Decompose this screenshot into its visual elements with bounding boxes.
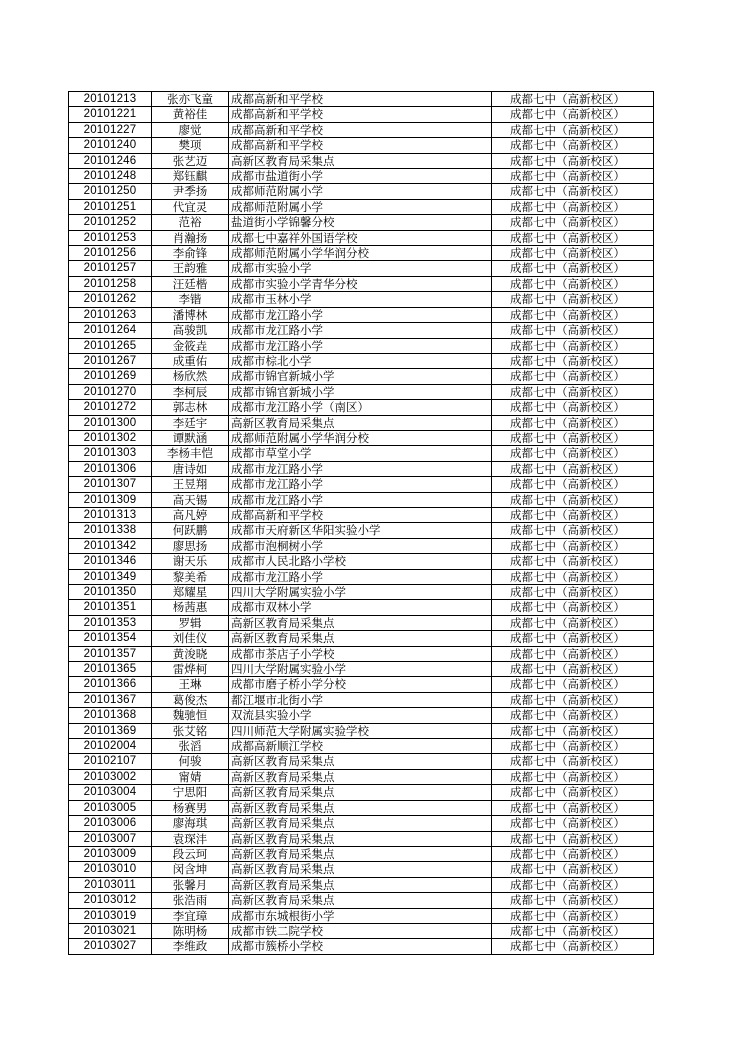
student-name-cell: 杨欣然 [152,369,229,384]
student-name-cell: 樊项 [152,138,229,153]
table-row [69,538,654,553]
destination-cell: 成都七中（高新校区） [492,646,654,661]
table-row [69,292,654,307]
table-row [69,831,654,846]
student-id-cell: 20101309 [69,492,152,507]
student-name-cell: 高骏凯 [152,323,229,338]
table-row [69,708,654,723]
student-name-cell: 张艺迈 [152,153,229,168]
student-name-cell: 范裕 [152,215,229,230]
table-row [69,461,654,476]
student-name-cell: 尹季扬 [152,184,229,199]
student-name-cell: 杨茜惠 [152,600,229,615]
school-cell: 成都市簇桥小学校 [229,939,492,954]
student-id-cell: 20101342 [69,538,152,553]
student-id-cell: 20101300 [69,415,152,430]
student-name-cell: 黄浚晓 [152,646,229,661]
school-cell: 成都市玉林小学 [229,292,492,307]
school-cell: 高新区教育局采集点 [229,769,492,784]
school-cell: 高新区教育局采集点 [229,153,492,168]
student-name-cell: 段云珂 [152,846,229,861]
table-row [69,446,654,461]
table-row [69,554,654,569]
student-name-cell: 葛俊杰 [152,692,229,707]
destination-cell: 成都七中（高新校区） [492,261,654,276]
table-row [69,862,654,877]
table-row [69,199,654,214]
school-cell: 高新区教育局采集点 [229,816,492,831]
student-id-cell: 20103011 [69,877,152,892]
student-name-cell: 袁琛沣 [152,831,229,846]
school-cell: 成都市龙江路小学 [229,492,492,507]
table-row [69,415,654,430]
destination-cell: 成都七中（高新校区） [492,292,654,307]
school-cell: 成都高新顺江学校 [229,739,492,754]
student-id-cell: 20101338 [69,523,152,538]
table-row [69,569,654,584]
student-id-cell: 20103019 [69,908,152,923]
destination-cell: 成都七中（高新校区） [492,446,654,461]
destination-cell: 成都七中（高新校区） [492,538,654,553]
student-name-cell: 何骏 [152,754,229,769]
destination-cell: 成都七中（高新校区） [492,615,654,630]
admission-list-body [69,92,654,955]
student-id-cell: 20101303 [69,446,152,461]
school-cell: 高新区教育局采集点 [229,862,492,877]
table-row [69,261,654,276]
school-cell: 成都市龙江路小学 [229,323,492,338]
student-id-cell: 20103006 [69,816,152,831]
school-cell: 高新区教育局采集点 [229,631,492,646]
student-name-cell: 唐诗如 [152,461,229,476]
student-name-cell: 郭志林 [152,400,229,415]
student-id-cell: 20101251 [69,199,152,214]
student-name-cell: 廖思扬 [152,538,229,553]
student-id-cell: 20103012 [69,893,152,908]
school-cell: 成都七中嘉祥外国语学校 [229,230,492,245]
school-cell: 高新区教育局采集点 [229,877,492,892]
student-name-cell: 郑耀星 [152,585,229,600]
table-row [69,230,654,245]
table-row [69,430,654,445]
table-row [69,646,654,661]
table-row [69,662,654,677]
student-id-cell: 20101263 [69,307,152,322]
destination-cell: 成都七中（高新校区） [492,477,654,492]
school-cell: 成都市茶店子小学校 [229,646,492,661]
table-row [69,246,654,261]
destination-cell: 成都七中（高新校区） [492,708,654,723]
student-name-cell: 金筱垚 [152,338,229,353]
school-cell: 成都市龙江路小学（南区） [229,400,492,415]
table-row [69,846,654,861]
student-id-cell: 20101240 [69,138,152,153]
table-row [69,877,654,892]
destination-cell: 成都七中（高新校区） [492,153,654,168]
destination-cell: 成都七中（高新校区） [492,415,654,430]
destination-cell: 成都七中（高新校区） [492,92,654,107]
school-cell: 成都市铁二院学校 [229,923,492,938]
student-id-cell: 20101349 [69,569,152,584]
school-cell: 高新区教育局采集点 [229,831,492,846]
destination-cell: 成都七中（高新校区） [492,923,654,938]
school-cell: 高新区教育局采集点 [229,846,492,861]
destination-cell: 成都七中（高新校区） [492,184,654,199]
student-name-cell: 肖瀚扬 [152,230,229,245]
table-row [69,169,654,184]
table-row [69,492,654,507]
student-id-cell: 20101369 [69,723,152,738]
student-name-cell: 张亦飞童 [152,92,229,107]
student-id-cell: 20101252 [69,215,152,230]
student-id-cell: 20101353 [69,615,152,630]
student-id-cell: 20103007 [69,831,152,846]
student-id-cell: 20101313 [69,507,152,522]
student-id-cell: 20101270 [69,384,152,399]
destination-cell: 成都七中（高新校区） [492,692,654,707]
table-row [69,307,654,322]
table-row [69,138,654,153]
destination-cell: 成都七中（高新校区） [492,569,654,584]
destination-cell: 成都七中（高新校区） [492,138,654,153]
student-id-cell: 20101367 [69,692,152,707]
student-name-cell: 雷烨柯 [152,662,229,677]
student-id-cell: 20101264 [69,323,152,338]
school-cell: 成都师范附属小学 [229,199,492,214]
table-row [69,585,654,600]
student-id-cell: 20101265 [69,338,152,353]
student-id-cell: 20101213 [69,92,152,107]
destination-cell: 成都七中（高新校区） [492,739,654,754]
student-id-cell: 20101257 [69,261,152,276]
table-row [69,600,654,615]
student-name-cell: 黎美希 [152,569,229,584]
school-cell: 高新区教育局采集点 [229,800,492,815]
school-cell: 成都市龙江路小学 [229,338,492,353]
student-name-cell: 张浩雨 [152,893,229,908]
destination-cell: 成都七中（高新校区） [492,492,654,507]
student-name-cell: 廖觉 [152,122,229,137]
destination-cell: 成都七中（高新校区） [492,677,654,692]
student-id-cell: 20101350 [69,585,152,600]
table-row [69,893,654,908]
school-cell: 成都市龙江路小学 [229,461,492,476]
table-row [69,785,654,800]
school-cell: 高新区教育局采集点 [229,615,492,630]
school-cell: 成都高新和平学校 [229,92,492,107]
student-name-cell: 高天锡 [152,492,229,507]
table-row [69,184,654,199]
student-name-cell: 王韵雅 [152,261,229,276]
student-name-cell: 罗辑 [152,615,229,630]
destination-cell: 成都七中（高新校区） [492,230,654,245]
student-id-cell: 20103021 [69,923,152,938]
destination-cell: 成都七中（高新校区） [492,939,654,954]
destination-cell: 成都七中（高新校区） [492,199,654,214]
school-cell: 高新区教育局采集点 [229,754,492,769]
student-id-cell: 20101306 [69,461,152,476]
table-row [69,353,654,368]
student-name-cell: 黄裕佳 [152,107,229,122]
table-row [69,323,654,338]
table-row [69,677,654,692]
table-row [69,338,654,353]
school-cell: 成都高新和平学校 [229,507,492,522]
student-id-cell: 20101366 [69,677,152,692]
student-id-cell: 20101351 [69,600,152,615]
table-row [69,122,654,137]
school-cell: 成都市天府新区华阳实验小学 [229,523,492,538]
student-id-cell: 20101248 [69,169,152,184]
student-name-cell: 甯婧 [152,769,229,784]
destination-cell: 成都七中（高新校区） [492,169,654,184]
student-name-cell: 代宜灵 [152,199,229,214]
destination-cell: 成都七中（高新校区） [492,800,654,815]
student-id-cell: 20103009 [69,846,152,861]
table-row [69,739,654,754]
student-name-cell: 王琳 [152,677,229,692]
student-id-cell: 20101227 [69,122,152,137]
destination-cell: 成都七中（高新校区） [492,384,654,399]
school-cell: 成都市盐道街小学 [229,169,492,184]
student-name-cell: 张滔 [152,739,229,754]
student-name-cell: 李锴 [152,292,229,307]
destination-cell: 成都七中（高新校区） [492,523,654,538]
table-row [69,276,654,291]
destination-cell: 成都七中（高新校区） [492,846,654,861]
school-cell: 成都市棕北小学 [229,353,492,368]
student-id-cell: 20101307 [69,477,152,492]
destination-cell: 成都七中（高新校区） [492,400,654,415]
table-row [69,92,654,107]
student-id-cell: 20101354 [69,631,152,646]
student-name-cell: 谢天乐 [152,554,229,569]
student-id-cell: 20101368 [69,708,152,723]
student-id-cell: 20103027 [69,939,152,954]
student-id-cell: 20103002 [69,769,152,784]
student-name-cell: 汪廷楷 [152,276,229,291]
student-name-cell: 李杨丰恺 [152,446,229,461]
school-cell: 成都市人民北路小学校 [229,554,492,569]
table-row [69,723,654,738]
school-cell: 成都市龙江路小学 [229,307,492,322]
destination-cell: 成都七中（高新校区） [492,877,654,892]
student-name-cell: 李宜璋 [152,908,229,923]
destination-cell: 成都七中（高新校区） [492,369,654,384]
table-row [69,507,654,522]
school-cell: 双流县实验小学 [229,708,492,723]
student-id-cell: 20101365 [69,662,152,677]
destination-cell: 成都七中（高新校区） [492,862,654,877]
school-cell: 四川大学附属实验小学 [229,585,492,600]
destination-cell: 成都七中（高新校区） [492,107,654,122]
school-cell: 成都市东城根街小学 [229,908,492,923]
table-row [69,923,654,938]
destination-cell: 成都七中（高新校区） [492,631,654,646]
destination-cell: 成都七中（高新校区） [492,276,654,291]
school-cell: 成都师范附属小学华润分校 [229,430,492,445]
destination-cell: 成都七中（高新校区） [492,893,654,908]
destination-cell: 成都七中（高新校区） [492,307,654,322]
student-id-cell: 20102107 [69,754,152,769]
destination-cell: 成都七中（高新校区） [492,908,654,923]
student-name-cell: 张馨月 [152,877,229,892]
student-name-cell: 宁思阳 [152,785,229,800]
school-cell: 盐道街小学锦馨分校 [229,215,492,230]
destination-cell: 成都七中（高新校区） [492,585,654,600]
destination-cell: 成都七中（高新校区） [492,122,654,137]
student-name-cell: 闵含坤 [152,862,229,877]
student-name-cell: 潘博林 [152,307,229,322]
student-name-cell: 李维政 [152,939,229,954]
school-cell: 成都市锦官新城小学 [229,384,492,399]
school-cell: 成都市泡桐树小学 [229,538,492,553]
student-name-cell: 谭默涵 [152,430,229,445]
student-name-cell: 廖海琪 [152,816,229,831]
destination-cell: 成都七中（高新校区） [492,769,654,784]
student-id-cell: 20101267 [69,353,152,368]
table-row [69,692,654,707]
student-id-cell: 20101246 [69,153,152,168]
school-cell: 成都高新和平学校 [229,122,492,137]
student-id-cell: 20103010 [69,862,152,877]
school-cell: 成都高新和平学校 [229,138,492,153]
destination-cell: 成都七中（高新校区） [492,662,654,677]
table-row [69,215,654,230]
destination-cell: 成都七中（高新校区） [492,246,654,261]
student-id-cell: 20101262 [69,292,152,307]
school-cell: 成都市锦官新城小学 [229,369,492,384]
student-name-cell: 何跃鹏 [152,523,229,538]
school-cell: 成都市实验小学青华分校 [229,276,492,291]
student-id-cell: 20101357 [69,646,152,661]
school-cell: 成都市实验小学 [229,261,492,276]
student-id-cell: 20101256 [69,246,152,261]
student-name-cell: 李柯辰 [152,384,229,399]
student-id-cell: 20102004 [69,739,152,754]
student-name-cell: 李俞锋 [152,246,229,261]
destination-cell: 成都七中（高新校区） [492,831,654,846]
school-cell: 成都市龙江路小学 [229,569,492,584]
school-cell: 四川师范大学附属实验学校 [229,723,492,738]
destination-cell: 成都七中（高新校区） [492,554,654,569]
school-cell: 都江堰市北街小学 [229,692,492,707]
school-cell: 成都师范附属小学华润分校 [229,246,492,261]
school-cell: 成都市双林小学 [229,600,492,615]
student-id-cell: 20103004 [69,785,152,800]
table-row [69,631,654,646]
school-cell: 高新区教育局采集点 [229,893,492,908]
destination-cell: 成都七中（高新校区） [492,723,654,738]
destination-cell: 成都七中（高新校区） [492,461,654,476]
student-id-cell: 20103005 [69,800,152,815]
student-name-cell: 张艾铭 [152,723,229,738]
student-name-cell: 王昱翔 [152,477,229,492]
destination-cell: 成都七中（高新校区） [492,215,654,230]
student-name-cell: 陈明杨 [152,923,229,938]
table-row [69,523,654,538]
student-id-cell: 20101272 [69,400,152,415]
school-cell: 成都高新和平学校 [229,107,492,122]
destination-cell: 成都七中（高新校区） [492,430,654,445]
destination-cell: 成都七中（高新校区） [492,338,654,353]
student-id-cell: 20101346 [69,554,152,569]
school-cell: 成都市磨子桥小学分校 [229,677,492,692]
admission-list-table [68,91,654,955]
table-row [69,939,654,954]
table-row [69,369,654,384]
table-row [69,754,654,769]
student-id-cell: 20101250 [69,184,152,199]
table-row [69,107,654,122]
destination-cell: 成都七中（高新校区） [492,785,654,800]
student-name-cell: 杨赛男 [152,800,229,815]
student-name-cell: 魏驰恒 [152,708,229,723]
table-row [69,800,654,815]
destination-cell: 成都七中（高新校区） [492,754,654,769]
student-name-cell: 高凡婷 [152,507,229,522]
student-id-cell: 20101258 [69,276,152,291]
table-row [69,384,654,399]
destination-cell: 成都七中（高新校区） [492,816,654,831]
student-id-cell: 20101302 [69,430,152,445]
destination-cell: 成都七中（高新校区） [492,600,654,615]
table-row [69,769,654,784]
school-cell: 成都市龙江路小学 [229,477,492,492]
school-cell: 四川大学附属实验小学 [229,662,492,677]
student-name-cell: 成重佑 [152,353,229,368]
student-name-cell: 刘佳仪 [152,631,229,646]
school-cell: 成都市草堂小学 [229,446,492,461]
student-id-cell: 20101253 [69,230,152,245]
table-row [69,153,654,168]
table-row [69,816,654,831]
table-row [69,477,654,492]
school-cell: 高新区教育局采集点 [229,415,492,430]
table-row [69,615,654,630]
destination-cell: 成都七中（高新校区） [492,323,654,338]
table-row [69,908,654,923]
school-cell: 成都师范附属小学 [229,184,492,199]
destination-cell: 成都七中（高新校区） [492,507,654,522]
table-row [69,400,654,415]
student-id-cell: 20101269 [69,369,152,384]
student-name-cell: 李廷宇 [152,415,229,430]
school-cell: 高新区教育局采集点 [229,785,492,800]
destination-cell: 成都七中（高新校区） [492,353,654,368]
student-name-cell: 郑钰麒 [152,169,229,184]
student-id-cell: 20101221 [69,107,152,122]
